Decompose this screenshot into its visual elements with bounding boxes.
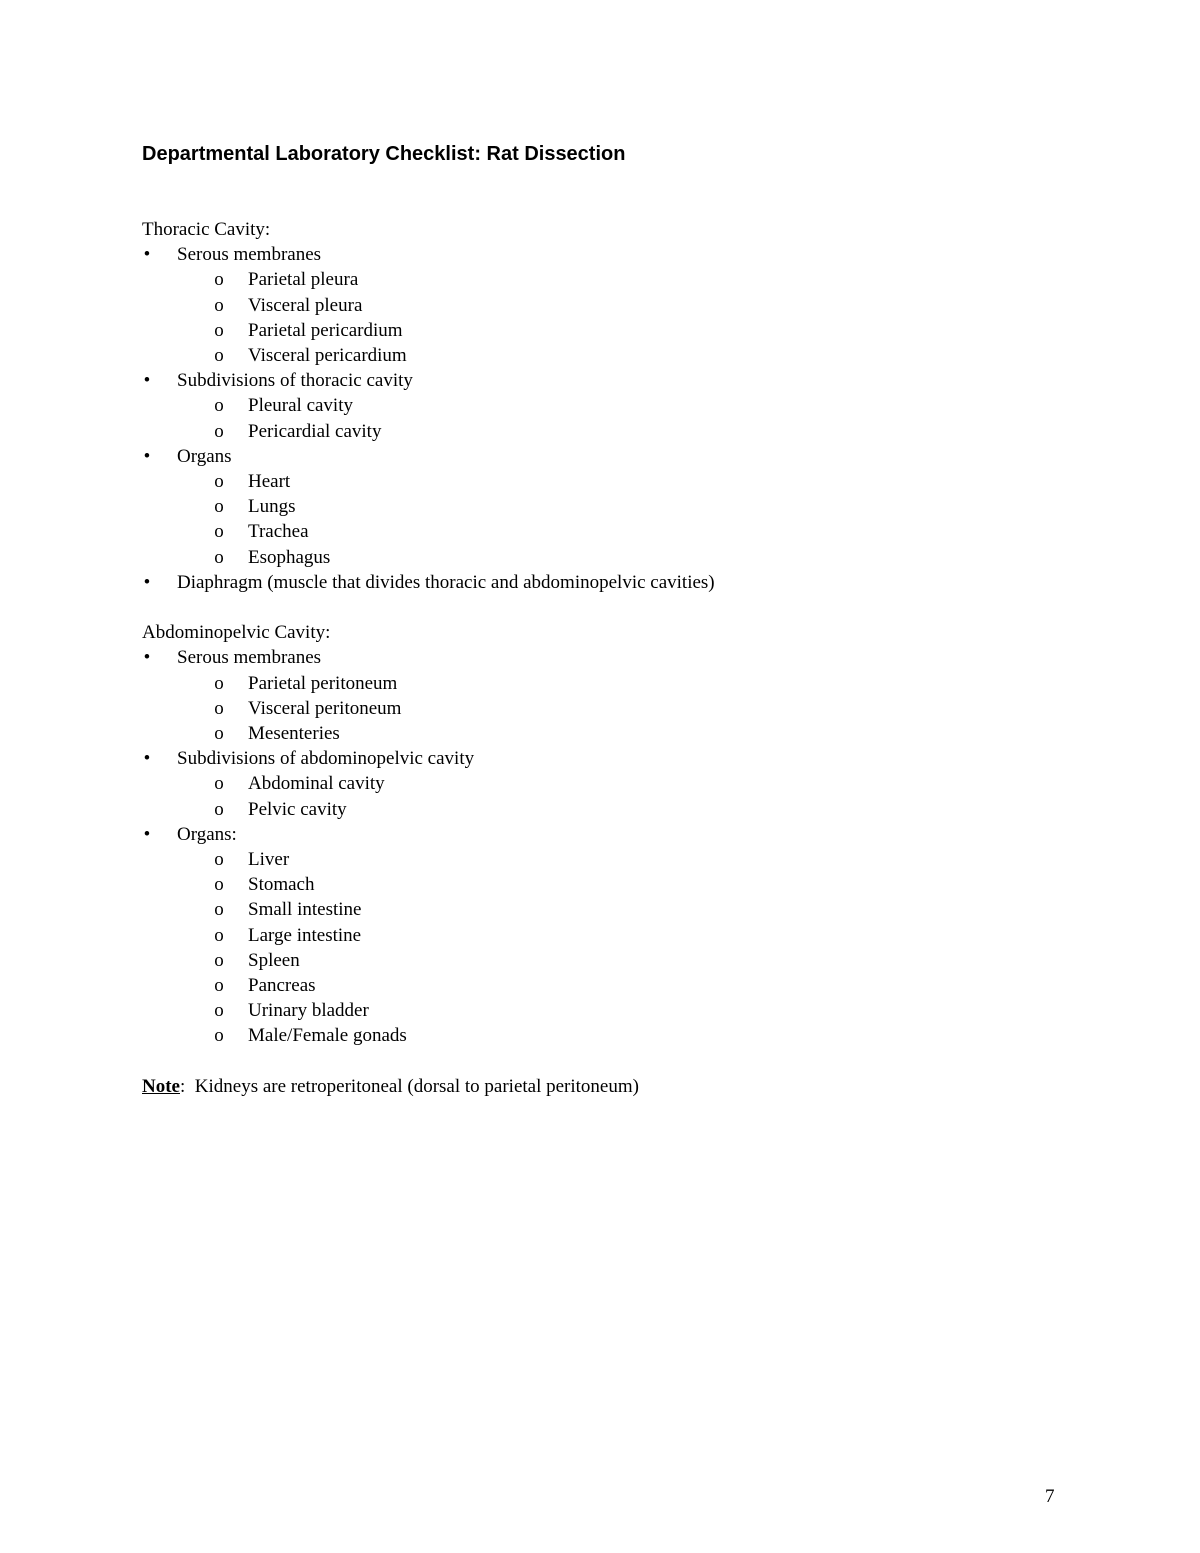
circle-bullet-icon: o — [214, 319, 224, 341]
bullet-icon: • — [143, 370, 151, 392]
subitem-list — [177, 469, 1042, 570]
section-heading: Thoracic Cavity: — [142, 219, 271, 240]
subitem-list — [177, 267, 1042, 368]
subitem-label: Mesenteries — [248, 723, 340, 745]
list-item — [142, 242, 1042, 368]
sub-list-item — [142, 671, 1042, 696]
circle-bullet-icon: o — [214, 471, 224, 493]
subitem-label: Pericardial cavity — [248, 420, 382, 442]
subitem-label: Parietal pericardium — [248, 319, 403, 341]
note-text: Kidneys are retroperitoneal (dorsal to parietal peritoneum) — [194, 1075, 639, 1097]
sub-list-item — [142, 343, 1042, 368]
circle-bullet-icon: o — [214, 672, 224, 694]
sub-list-item — [142, 519, 1042, 544]
circle-bullet-icon: o — [214, 723, 224, 745]
sub-list-item — [142, 267, 1042, 292]
subitem-label: Visceral peritoneum — [248, 697, 402, 719]
sub-list-item — [142, 771, 1042, 796]
circle-bullet-icon: o — [214, 849, 224, 871]
circle-bullet-icon: o — [214, 899, 224, 921]
item-label: Subdivisions of abdominopelvic cavity — [177, 748, 475, 770]
note-separator: : — [179, 1075, 186, 1097]
circle-bullet-icon: o — [214, 949, 224, 971]
subitem-label: Stomach — [248, 874, 315, 896]
item-label: Organs — [177, 445, 232, 467]
checklist-content — [142, 217, 1042, 1099]
sub-list-item — [142, 973, 1042, 998]
subitem-label: Urinary bladder — [248, 1000, 369, 1022]
sub-list-item — [142, 1023, 1042, 1048]
sub-list-item — [142, 293, 1042, 318]
spacer — [142, 595, 1042, 620]
note — [142, 1074, 1042, 1099]
subitem-label: Abdominal cavity — [248, 773, 385, 795]
sub-list-item — [142, 721, 1042, 746]
circle-bullet-icon: o — [214, 773, 224, 795]
circle-bullet-icon: o — [214, 874, 224, 896]
note-label: Note — [142, 1075, 180, 1097]
subitem-label: Parietal peritoneum — [248, 672, 398, 694]
bullet-icon: • — [143, 244, 151, 266]
list-item — [142, 746, 1042, 822]
subitem-label: Pelvic cavity — [248, 798, 347, 820]
circle-bullet-icon: o — [214, 924, 224, 946]
subitem-label: Male/Female gonads — [248, 1025, 407, 1047]
sub-list-item — [142, 419, 1042, 444]
bullet-icon: • — [143, 571, 151, 593]
item-label: Diaphragm (muscle that divides thoracic and abdominopelvic cavities) — [177, 571, 715, 593]
subitem-label: Esophagus — [248, 546, 331, 568]
page-number: 7 — [1045, 1486, 1055, 1507]
sub-list-item — [142, 872, 1042, 897]
list-item — [142, 368, 1042, 444]
section-thoracic-cavity — [142, 217, 1042, 595]
sub-list-item — [142, 948, 1042, 973]
sub-list-item — [142, 897, 1042, 922]
subitem-label: Large intestine — [248, 924, 362, 946]
circle-bullet-icon: o — [214, 546, 224, 568]
sub-list-item — [142, 393, 1042, 418]
subitem-label: Heart — [248, 471, 291, 493]
subitem-label: Visceral pleura — [248, 294, 363, 316]
subitem-list — [177, 393, 1042, 443]
circle-bullet-icon: o — [214, 1025, 224, 1047]
circle-bullet-icon: o — [214, 1000, 224, 1022]
subitem-label: Spleen — [248, 949, 300, 971]
list-item — [142, 444, 1042, 570]
section-abdominopelvic-cavity — [142, 620, 1042, 1048]
sub-list-item — [142, 494, 1042, 519]
circle-bullet-icon: o — [214, 975, 224, 997]
circle-bullet-icon: o — [214, 697, 224, 719]
subitem-label: Lungs — [248, 496, 296, 518]
subitem-label: Liver — [248, 849, 290, 871]
subitem-label: Trachea — [248, 521, 309, 543]
spacer — [142, 1049, 1042, 1074]
circle-bullet-icon: o — [214, 420, 224, 442]
circle-bullet-icon: o — [214, 294, 224, 316]
sub-list-item — [142, 998, 1042, 1023]
subitem-label: Pleural cavity — [248, 395, 353, 417]
subitem-label: Parietal pleura — [248, 269, 359, 291]
bullet-icon: • — [143, 748, 151, 770]
subitem-list — [177, 671, 1042, 747]
sub-list-item — [142, 545, 1042, 570]
list-item — [142, 822, 1042, 1049]
sub-list-item — [142, 797, 1042, 822]
bullet-icon: • — [143, 445, 151, 467]
page-title: Departmental Laboratory Checklist: Rat Dissection — [142, 143, 626, 165]
item-label: Serous membranes — [177, 244, 322, 266]
subitem-list — [177, 847, 1042, 1049]
bullet-icon: • — [143, 647, 151, 669]
item-label: Serous membranes — [177, 647, 322, 669]
sub-list-item — [142, 923, 1042, 948]
circle-bullet-icon: o — [214, 395, 224, 417]
circle-bullet-icon: o — [214, 798, 224, 820]
list-item — [142, 570, 1042, 595]
list-item — [142, 645, 1042, 746]
circle-bullet-icon: o — [214, 496, 224, 518]
circle-bullet-icon: o — [214, 345, 224, 367]
sub-list-item — [142, 318, 1042, 343]
subitem-label: Pancreas — [248, 975, 316, 997]
item-label: Organs: — [177, 823, 237, 845]
sub-list-item — [142, 847, 1042, 872]
circle-bullet-icon: o — [214, 521, 224, 543]
sub-list-item — [142, 696, 1042, 721]
item-list — [142, 242, 1042, 595]
item-list — [142, 645, 1042, 1048]
sub-list-item — [142, 469, 1042, 494]
item-label: Subdivisions of thoracic cavity — [177, 370, 413, 392]
subitem-list — [177, 771, 1042, 821]
subitem-label: Small intestine — [248, 899, 362, 921]
circle-bullet-icon: o — [214, 269, 224, 291]
bullet-icon: • — [143, 823, 151, 845]
subitem-label: Visceral pericardium — [248, 345, 407, 367]
section-heading: Abdominopelvic Cavity: — [142, 622, 331, 644]
